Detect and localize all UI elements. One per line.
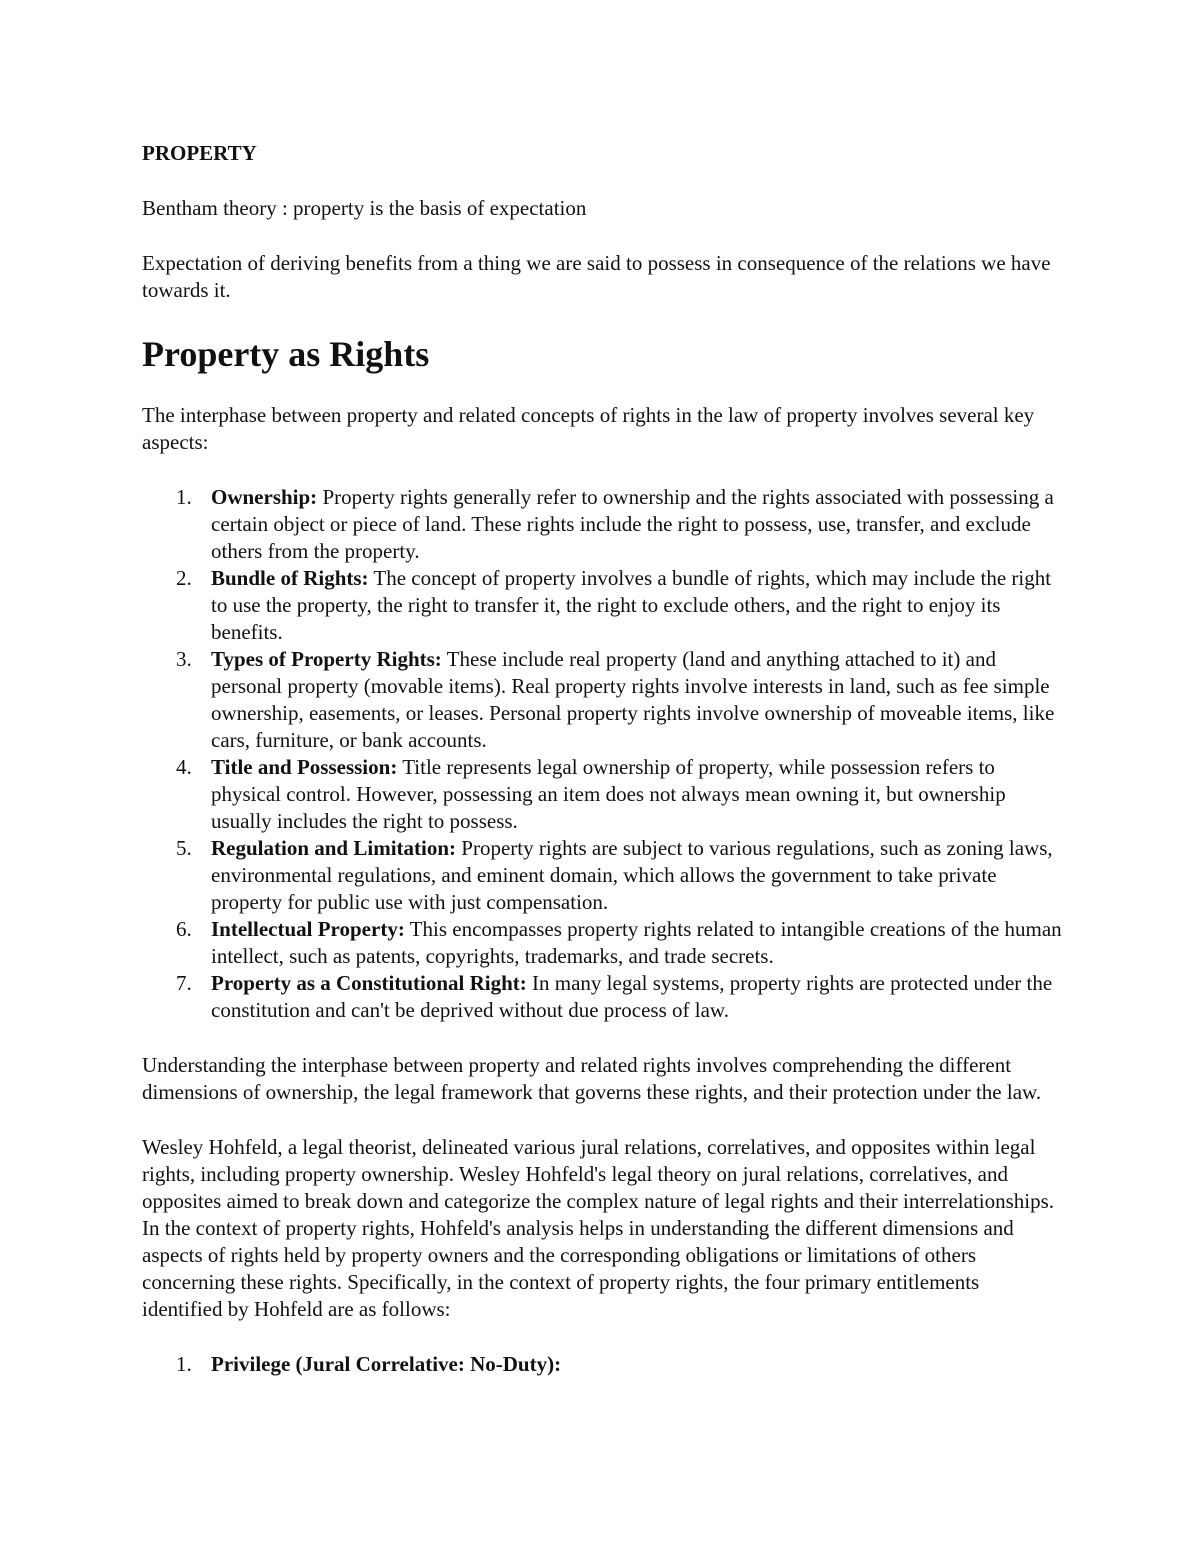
list-term: Ownership:: [211, 485, 318, 509]
list-term: Property as a Constitutional Right:: [211, 971, 527, 995]
list-number: 5.: [176, 836, 192, 860]
list-text: Property rights are subject to various regulations, such as zoning laws, environmental regulations, and eminent domain, which allows the government to take private property for public use with just compensation.: [211, 836, 1053, 914]
list-number: 6.: [176, 917, 192, 941]
list-number: 2.: [176, 566, 192, 590]
list-item: [142, 484, 1062, 565]
list-term: Title and Possession:: [211, 755, 398, 779]
list-item: [142, 1351, 1062, 1378]
list-term: Privilege (Jural Correlative: No-Duty):: [211, 1352, 562, 1376]
list-text: The concept of property involves a bundle of rights, which may include the right to use the property, the right to transfer it, the right to exclude others, and the right to enjoy its benefits.: [211, 566, 1052, 644]
list-number: 1.: [176, 485, 192, 509]
list-item: [142, 565, 1062, 646]
section-heading: Property as Rights: [142, 334, 430, 374]
document-page: [142, 140, 1062, 1378]
list-number: 3.: [176, 647, 192, 671]
entitlements-list: [142, 1351, 1062, 1378]
list-text: This encompasses property rights related to intangible creations of the human intellect, such as patents, copyrights, trademarks, and trade secrets.: [211, 917, 1062, 968]
list-number: 7.: [176, 971, 192, 995]
list-number: 1.: [176, 1352, 192, 1376]
list-text: These include real property (land and anything attached to it) and personal property (movable items). Real property rights involve interests in land, such as fee simple ownership, easements, or leases. Personal property rights involve ownership of moveable items, like cars, furniture, or bank accounts.: [211, 647, 1055, 752]
list-item: [142, 754, 1062, 835]
lead-paragraph: The interphase between property and related concepts of rights in the law of property involves several key aspects:: [142, 403, 1035, 454]
list-number: 4.: [176, 755, 192, 779]
list-item: [142, 646, 1062, 754]
aspects-list: [142, 484, 1062, 1024]
list-term: Regulation and Limitation:: [211, 836, 457, 860]
list-item: [142, 835, 1062, 916]
list-item: [142, 916, 1062, 970]
list-item: [142, 970, 1062, 1024]
list-term: Types of Property Rights:: [211, 647, 442, 671]
document-label: PROPERTY: [142, 141, 257, 165]
list-text: Title represents legal ownership of property, while possession refers to physical control. However, possessing an item does not always mean owning it, but ownership usually includes the right to possess.: [211, 755, 1006, 833]
intro-paragraph: Bentham theory : property is the basis of expectation: [142, 196, 587, 220]
hohfeld-paragraph: Wesley Hohfeld, a legal theorist, delineated various jural relations, correlatives, and opposites within legal rights, including property ownership. Wesley Hohfeld's legal theory on jural relations, correlatives, and opposites aimed to break down and categorize the complex nature of legal rights and their interrelationships. In the context of property rights, Hohfeld's analysis helps in understanding the different dimensions and aspects of rights held by property owners and the corresponding obligations or limitations of others concerning these rights. Specifically, in the context of property rights, the four primary entitlements identified by Hohfeld are as follows:: [142, 1135, 1055, 1321]
list-term: Intellectual Property:: [211, 917, 405, 941]
list-text: In many legal systems, property rights are protected under the constitution and can't be deprived without due process of law.: [211, 971, 1053, 1022]
intro-paragraph: Expectation of deriving benefits from a thing we are said to possess in consequence of the relations we have towards it.: [142, 251, 1051, 302]
summary-paragraph: Understanding the interphase between property and related rights involves comprehending the different dimensions of ownership, the legal framework that governs these rights, and their protection under the law.: [142, 1053, 1042, 1104]
list-text: Property rights generally refer to ownership and the rights associated with possessing a certain object or piece of land. These rights include the right to possess, use, transfer, and exclude others from the property.: [211, 485, 1054, 563]
list-term: Bundle of Rights:: [211, 566, 369, 590]
